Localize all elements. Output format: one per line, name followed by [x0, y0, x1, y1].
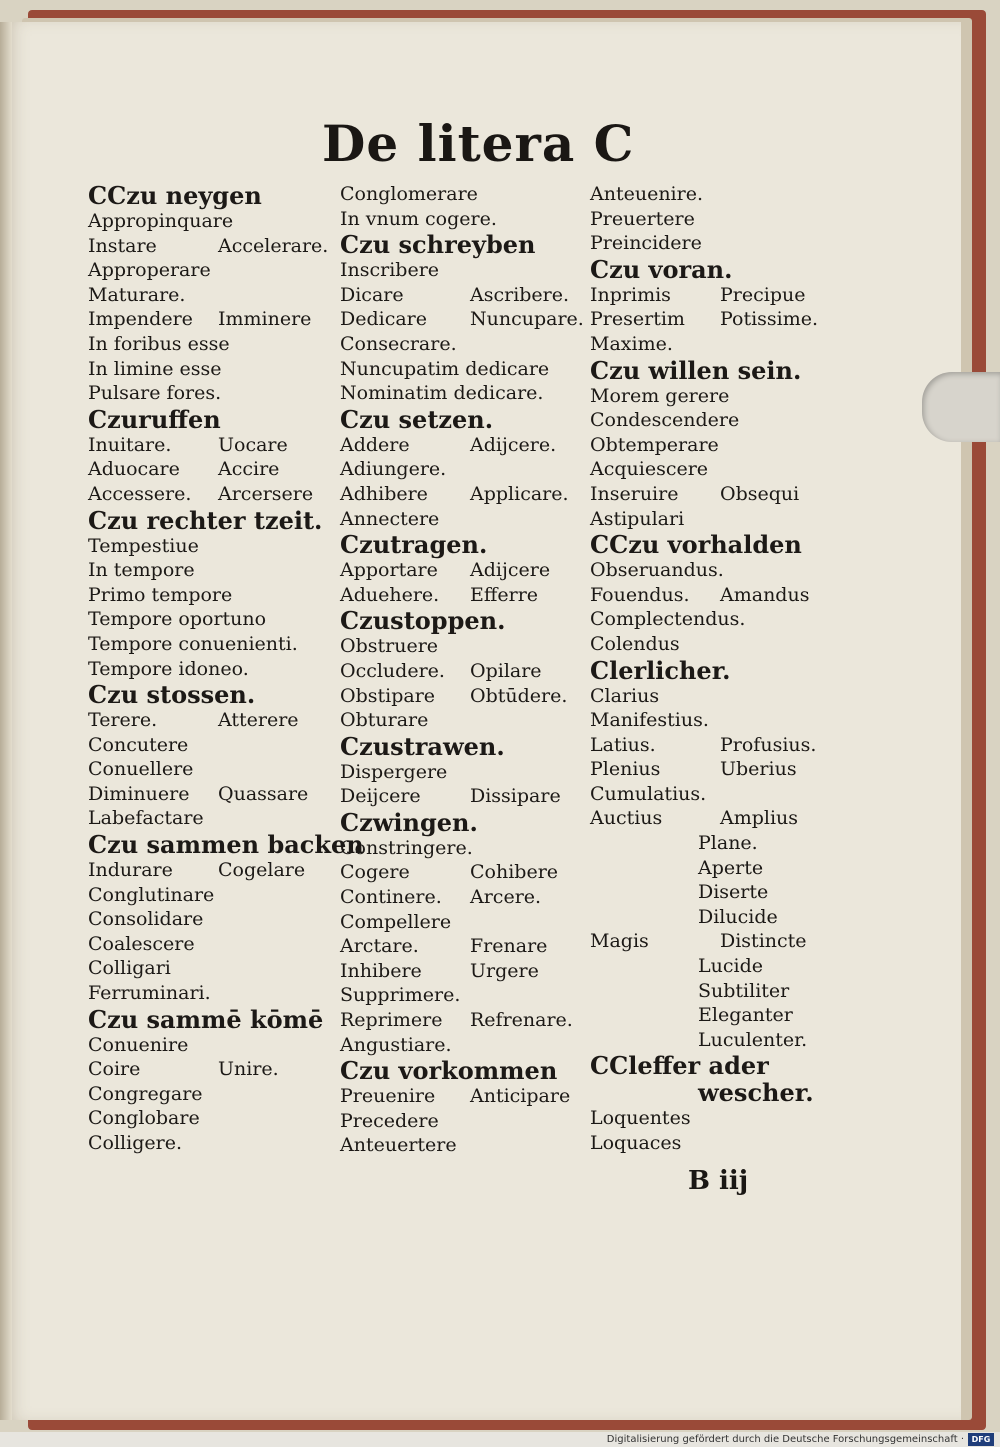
entry-term: Inscribere	[340, 259, 440, 282]
entry-term: Constringere.	[340, 836, 473, 859]
entry-term: Maxime.	[590, 332, 673, 355]
entry-synonym: Adijcere	[470, 559, 551, 582]
entry-line	[590, 1028, 830, 1053]
entry-term: Inprimis	[590, 283, 671, 306]
entry-term: Dilucide	[698, 905, 778, 928]
dfg-logo: DFG	[968, 1433, 994, 1446]
entry-synonym: Amplius	[720, 807, 799, 830]
entry-term: CCleffer ader	[590, 1051, 769, 1081]
entry-line	[590, 182, 830, 207]
entry-term: Cogere	[340, 861, 410, 884]
signature-mark: B iij	[688, 1166, 749, 1196]
entry-term: Concutere	[88, 733, 189, 756]
entry-line	[88, 932, 333, 957]
entry-line	[590, 708, 830, 733]
entry-term: Dicare	[340, 283, 404, 306]
entry-line	[88, 558, 333, 583]
entry-line	[590, 408, 830, 433]
entry-heading	[590, 357, 830, 384]
entry-term: Czu rechter tzeit.	[88, 505, 323, 535]
entry-term: Tempore idoneo.	[88, 657, 249, 680]
entry-line	[590, 856, 830, 881]
entry-synonym: Precipue	[720, 283, 806, 306]
footer-credit: Digitalisierung gefördert durch die Deutsche Forschungsgemeinschaft ·	[606, 1434, 964, 1445]
entry-term: Astipulari	[590, 507, 685, 530]
entry-term: Conglobare	[88, 1107, 200, 1130]
entry-synonym: Opilare	[470, 659, 542, 682]
entry-line	[340, 457, 585, 482]
entry-term: Obstipare	[340, 684, 436, 707]
entry-line	[590, 332, 830, 357]
entry-line	[340, 381, 585, 406]
entry-synonym: Arcersere	[218, 482, 314, 505]
entry-term: Adiungere.	[340, 458, 447, 481]
entry-line	[340, 332, 585, 357]
entry-term: In limine esse	[88, 357, 222, 380]
entry-term: Czuruffen	[88, 404, 221, 434]
entry-term: Precedere	[340, 1109, 439, 1132]
entry-synonym: Accelerare.	[218, 234, 329, 257]
entry-term: Coire	[88, 1058, 141, 1081]
entry-term: Ferruminari.	[88, 982, 211, 1005]
page-heading: De litera C	[322, 114, 635, 173]
entry-term: Lucide	[698, 955, 763, 978]
entry-term: Clerlicher.	[590, 655, 731, 685]
entry-synonym: Uocare	[218, 433, 288, 456]
entry-term: Plenius	[590, 758, 661, 781]
entry-term: Obturare	[340, 709, 429, 732]
entry-term: Magis	[590, 930, 649, 953]
entry-term: Inseruire	[590, 482, 679, 505]
entry-line	[88, 708, 333, 733]
entry-term: Loquaces	[590, 1132, 682, 1154]
entry-line	[88, 1033, 333, 1058]
entry-term: Czustoppen.	[340, 606, 506, 636]
entry-line	[88, 583, 333, 608]
entry-line	[88, 981, 333, 1006]
entry-term: Czu stossen.	[88, 680, 256, 710]
entry-heading	[340, 733, 585, 760]
entry-term: Congregare	[88, 1082, 203, 1105]
column-1	[88, 181, 364, 1156]
entry-term: Czu willen sein.	[590, 355, 802, 385]
entry-line	[340, 983, 585, 1008]
entry-line	[590, 507, 830, 532]
entry-term: Nominatim dedicare.	[340, 382, 544, 405]
entry-heading	[340, 607, 585, 634]
entry-line	[590, 307, 830, 332]
entry-line	[590, 457, 830, 482]
entry-heading	[88, 830, 364, 860]
entry-line	[88, 733, 333, 758]
entry-term: CCzu vorhalden	[590, 530, 802, 560]
entry-term: Appropinquare	[88, 210, 234, 232]
entry-line	[340, 959, 585, 984]
entry-heading	[340, 809, 585, 836]
entry-term: Accessere.	[88, 482, 192, 505]
entry-line	[88, 209, 333, 234]
entry-term: Tempestiue	[88, 534, 199, 557]
entry-heading	[340, 231, 585, 258]
entry-line	[88, 357, 333, 382]
entry-heading	[88, 406, 333, 433]
entry-line	[590, 433, 830, 458]
entry-term: Czustrawen.	[340, 731, 505, 761]
entry-term: Tempore conuenienti.	[88, 632, 298, 655]
entry-line	[340, 307, 585, 332]
entry-synonym: Frenare	[470, 935, 548, 958]
entry-line	[88, 433, 333, 458]
entry-term: Czu setzen.	[340, 404, 494, 434]
entry-term: Indurare	[88, 859, 173, 882]
entry-synonym: Potissime.	[720, 308, 819, 331]
entry-term: Colligere.	[88, 1132, 182, 1154]
entry-synonym: Unire.	[218, 1058, 279, 1081]
entry-line	[88, 657, 333, 682]
entry-line	[88, 1082, 333, 1107]
entry-term: Impendere	[88, 308, 193, 331]
entry-line	[340, 558, 585, 583]
column-2	[340, 182, 585, 1158]
entry-line	[88, 332, 333, 357]
entry-term: Tempore oportuno	[88, 608, 267, 631]
entry-line	[340, 583, 585, 608]
entry-line	[340, 659, 585, 684]
entry-term: Adhibere	[340, 482, 428, 505]
entry-heading	[340, 406, 585, 433]
entry-term: Manifestius.	[590, 709, 709, 732]
entry-line	[88, 457, 333, 482]
entry-heading	[590, 531, 830, 558]
entry-term: Conglomerare	[340, 183, 478, 205]
entry-line	[590, 482, 830, 507]
entry-line	[88, 1057, 333, 1082]
entry-term: Diserte	[698, 881, 769, 904]
entry-line	[340, 910, 585, 935]
entry-line	[88, 534, 333, 559]
entry-line	[340, 1008, 585, 1033]
entry-term: Czu sammē kōmē	[88, 1004, 324, 1034]
entry-heading	[590, 1052, 830, 1079]
entry-line	[340, 836, 585, 861]
entry-term: Colendus	[590, 632, 680, 655]
entry-line	[340, 357, 585, 382]
entry-line	[88, 883, 333, 908]
entry-line	[340, 1084, 585, 1109]
entry-term: Acquiescere	[590, 458, 709, 481]
entry-term: Complectendus.	[590, 608, 746, 631]
entry-line	[88, 806, 333, 831]
entry-term: Anteuertere	[340, 1134, 457, 1157]
entry-line	[340, 860, 585, 885]
entry-term: Aduocare	[88, 458, 180, 481]
entry-heading	[340, 1057, 585, 1084]
entry-term: Maturare.	[88, 283, 186, 306]
entry-term: Czu sammen backen	[88, 830, 364, 860]
entry-heading	[340, 531, 585, 558]
entry-term: Labefactare	[88, 807, 204, 830]
entry-term: Cumulatius.	[590, 782, 707, 805]
entry-line	[88, 782, 333, 807]
entry-line	[590, 583, 830, 608]
bookmark-clip	[922, 372, 1000, 442]
entry-term: Condescendere	[590, 409, 740, 432]
entry-heading	[590, 657, 830, 684]
entry-line	[590, 558, 830, 583]
entry-term: Primo tempore	[88, 583, 233, 606]
entry-term: Presertim	[590, 308, 685, 331]
entry-term: Czu vorkommen	[340, 1056, 558, 1086]
entry-term: Arctare.	[340, 935, 419, 958]
entry-term: Consecrare.	[340, 332, 457, 355]
entry-term: Pulsare fores.	[88, 382, 222, 405]
entry-term: Diminuere	[88, 782, 190, 805]
entry-synonym: Applicare.	[470, 482, 569, 505]
entry-line	[340, 482, 585, 507]
entry-line	[340, 708, 585, 733]
entry-line	[340, 207, 585, 232]
entry-line	[590, 905, 830, 930]
entry-synonym: Adijcere.	[470, 433, 557, 456]
entry-line	[590, 831, 830, 856]
entry-term: Compellere	[340, 910, 452, 933]
entry-term: Occludere.	[340, 659, 445, 682]
entry-heading	[88, 681, 333, 708]
entry-line	[340, 1109, 585, 1134]
entry-term: Plane.	[698, 832, 758, 855]
entry-line	[88, 858, 333, 883]
entry-line	[340, 182, 585, 207]
entry-line	[340, 784, 585, 809]
entry-synonym: Imminere	[218, 308, 312, 331]
entry-line	[88, 1131, 333, 1156]
entry-line	[340, 885, 585, 910]
entry-line	[340, 934, 585, 959]
entry-line	[590, 607, 830, 632]
entry-term: Nuncupatim dedicare	[340, 357, 550, 380]
entry-line	[88, 1106, 333, 1131]
entry-line	[88, 907, 333, 932]
entry-term: wescher.	[698, 1078, 814, 1108]
entry-line	[590, 757, 830, 782]
entry-term: Auctius	[590, 807, 663, 830]
entry-synonym: Quassare	[218, 782, 309, 805]
entry-synonym: Cohibere	[470, 861, 559, 884]
entry-synonym: Amandus	[720, 583, 810, 606]
entry-term: Czutragen.	[340, 530, 488, 560]
entry-term: Deijcere	[340, 785, 421, 808]
entry-line	[88, 234, 333, 259]
entry-synonym: Uberius	[720, 758, 797, 781]
entry-synonym: Atterere	[218, 709, 299, 732]
entry-line	[590, 207, 830, 232]
entry-term: Approperare	[88, 259, 211, 282]
entry-term: Inuitare.	[88, 433, 172, 456]
entry-synonym: Arcere.	[470, 886, 542, 909]
entry-synonym: Obtūdere.	[470, 684, 568, 707]
entry-term: Loquentes	[590, 1107, 691, 1130]
entry-line	[590, 283, 830, 308]
entry-term: Aperte	[698, 856, 764, 879]
entry-line	[340, 684, 585, 709]
entry-term: Aduehere.	[340, 583, 440, 606]
entry-term: Subtiliter	[698, 979, 790, 1002]
entry-heading	[88, 1006, 333, 1033]
entry-term: Latius.	[590, 733, 656, 756]
entry-term: In tempore	[88, 559, 195, 582]
entry-term: Obtemperare	[590, 433, 719, 456]
entry-term: Apportare	[340, 559, 438, 582]
page-gutter	[0, 22, 12, 1420]
entry-line	[88, 956, 333, 981]
entry-synonym: Urgere	[470, 959, 539, 982]
entry-term: Anteuenire.	[590, 183, 703, 205]
entry-line	[88, 607, 333, 632]
entry-term: Obstruere	[340, 635, 439, 658]
entry-line	[340, 1033, 585, 1058]
entry-line	[590, 880, 830, 905]
entry-term: In vnum cogere.	[340, 207, 497, 230]
entry-heading	[590, 256, 830, 283]
entry-line	[590, 733, 830, 758]
entry-line	[88, 381, 333, 406]
entry-line	[340, 760, 585, 785]
entry-line	[590, 806, 830, 831]
entry-line	[340, 283, 585, 308]
entry-line	[340, 1133, 585, 1158]
entry-heading	[590, 1079, 830, 1106]
entry-synonym: Profusius.	[720, 733, 817, 756]
entry-line	[590, 1106, 830, 1131]
entry-synonym: Efferre	[470, 583, 539, 606]
entry-synonym: Accire	[218, 458, 280, 481]
entry-term: Conglutinare	[88, 883, 215, 906]
entry-term: Preuertere	[590, 207, 695, 230]
entry-line	[88, 258, 333, 283]
entry-term: Dedicare	[340, 308, 428, 331]
entry-line	[590, 384, 830, 409]
entry-synonym: Nuncupare.	[470, 308, 584, 331]
entry-line	[340, 433, 585, 458]
entry-term: Reprimere	[340, 1009, 443, 1032]
entry-synonym: Cogelare	[218, 859, 306, 882]
entry-line	[590, 929, 830, 954]
entry-term: Preuenire	[340, 1085, 436, 1108]
entry-term: Fouendus.	[590, 583, 690, 606]
entry-term: Annectere	[340, 507, 440, 530]
entry-line	[88, 283, 333, 308]
entry-term: In foribus esse	[88, 332, 230, 355]
entry-term: Terere.	[88, 709, 158, 732]
entry-term: Continere.	[340, 886, 442, 909]
entry-term: Czwingen.	[340, 807, 478, 837]
entry-heading	[88, 182, 333, 209]
entry-term: Clarius	[590, 684, 660, 707]
column-3	[590, 182, 830, 1156]
entry-line	[340, 634, 585, 659]
entry-synonym: Ascribere.	[470, 283, 570, 306]
entry-synonym: Distincte	[720, 930, 807, 953]
entry-synonym: Refrenare.	[470, 1009, 573, 1032]
entry-line	[340, 507, 585, 532]
entry-line	[590, 782, 830, 807]
entry-term: CCzu neygen	[88, 181, 262, 210]
entry-line	[590, 1003, 830, 1028]
entry-line	[88, 632, 333, 657]
entry-term: Conuellere	[88, 758, 194, 781]
entry-synonym: Obsequi	[720, 482, 800, 505]
entry-heading	[88, 507, 333, 534]
entry-term: Morem gerere	[590, 384, 730, 407]
entry-term: Preincidere	[590, 232, 702, 255]
entry-synonym: Dissipare	[470, 785, 561, 808]
entry-term: Dispergere	[340, 760, 448, 783]
entry-term: Instare	[88, 234, 157, 257]
entry-term: Eleganter	[698, 1004, 793, 1027]
entry-line	[590, 684, 830, 709]
entry-term: Angustiare.	[340, 1033, 452, 1056]
entry-term: Consolidare	[88, 908, 204, 931]
entry-term: Czu voran.	[590, 254, 733, 284]
entry-term: Conuenire	[88, 1033, 189, 1056]
entry-term: Coalescere	[88, 932, 195, 955]
entry-term: Czu schreyben	[340, 230, 536, 260]
entry-term: Obseruandus.	[590, 559, 724, 582]
entry-line	[88, 482, 333, 507]
entry-term: Colligari	[88, 957, 171, 980]
entry-line	[590, 231, 830, 256]
entry-term: Inhibere	[340, 959, 422, 982]
entry-term: Addere	[340, 433, 410, 456]
entry-term: Luculenter.	[698, 1028, 808, 1051]
entry-line	[590, 632, 830, 657]
entry-term: Supprimere.	[340, 984, 461, 1007]
entry-line	[88, 757, 333, 782]
entry-synonym: Anticipare	[470, 1085, 571, 1108]
entry-line	[590, 979, 830, 1004]
entry-line	[590, 1131, 830, 1156]
entry-line	[590, 954, 830, 979]
entry-line	[88, 307, 333, 332]
entry-line	[340, 258, 585, 283]
